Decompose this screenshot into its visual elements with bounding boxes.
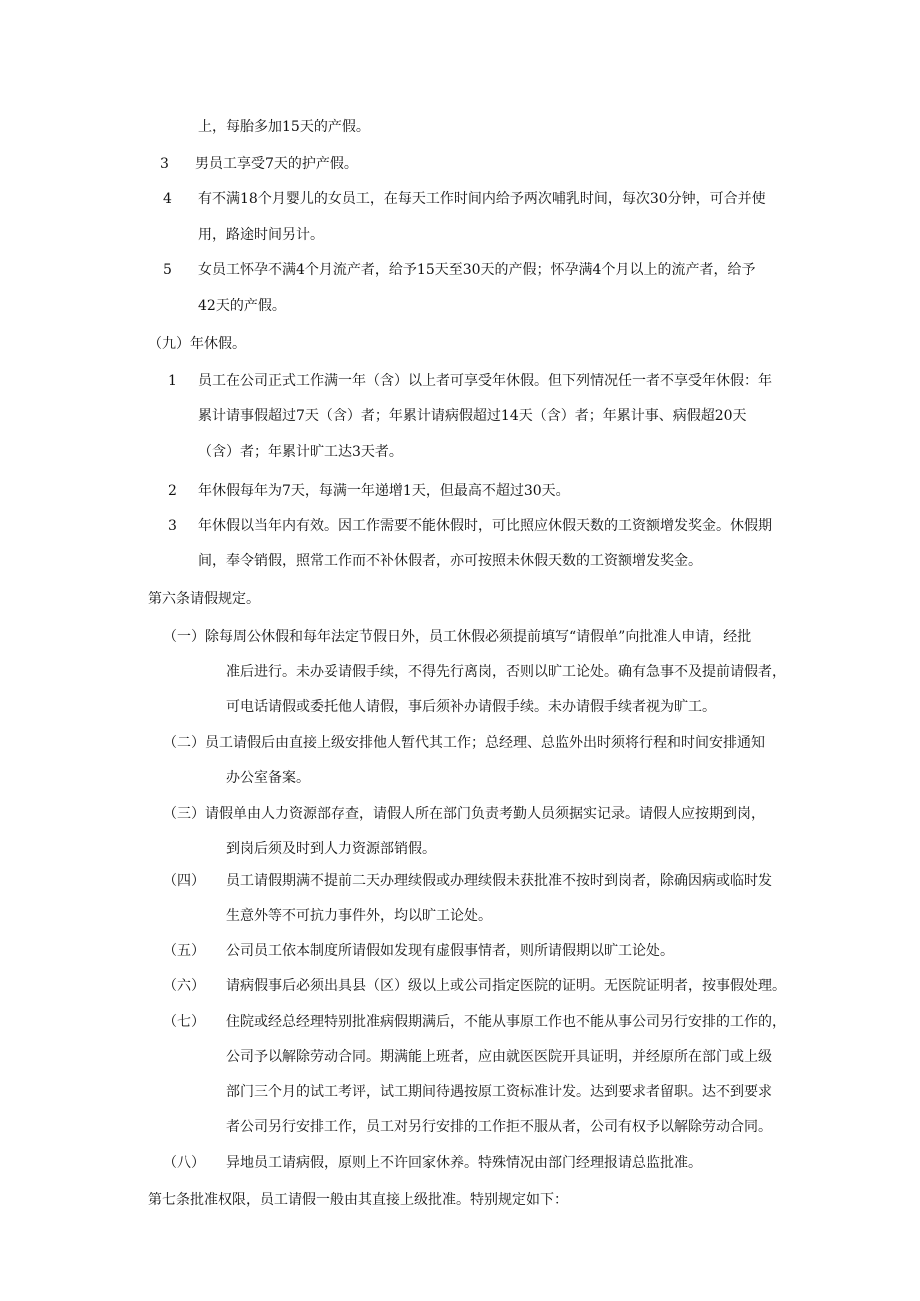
item-label: （六） — [163, 978, 205, 994]
item-number: 3 — [160, 156, 169, 172]
text-line: 住院或经总经理特别批准病假期满后，不能从事原工作也不能从事公司另行安排的工作的， — [226, 1014, 786, 1030]
text-line: 年休假每年为7天，每满一年递增1天，但最高不超过30天。 — [198, 483, 570, 499]
text-line: （三）请假单由人力资源部存查，请假人所在部门负责考勤人员须据实记录。请假人应按期到岗， — [163, 806, 765, 822]
item-label: （八） — [163, 1155, 205, 1171]
item-number: 1 — [168, 373, 177, 389]
text-line: （一）除每周公休假和每年法定节假日外，员工休假必须提前填写“请假单”向批准人申请，经批 — [163, 629, 752, 645]
text-line: 办公室备案。 — [226, 770, 310, 786]
text-line: 可电话请假或委托他人请假，事后须补办请假手续。未办请假手续者视为旷工。 — [226, 699, 716, 715]
text-line: 男员工享受7天的护产假。 — [195, 156, 358, 172]
text-line: 准后进行。未办妥请假手续，不得先行离岗，否则以旷工论处。确有急事不及提前请假者， — [226, 664, 786, 680]
text-line: （含）者；年累计旷工达3天者。 — [198, 444, 403, 460]
item-number: 5 — [163, 262, 172, 278]
text-line: 部门三个月的试工考评，试工期间待遇按原工资标准计发。达到要求者留职。达不到要求 — [226, 1084, 772, 1100]
item-number: 3 — [168, 518, 177, 534]
item-label: （五） — [163, 943, 205, 959]
text-line: 员工在公司正式工作满一年（含）以上者可享受年休假。但下列情况任一者不享受年休假：年 — [198, 373, 772, 389]
article-heading: 第六条请假规定。 — [148, 591, 260, 607]
text-line: 员工请假期满不提前二天办理续假或办理续假未获批准不按时到岗者，除确因病或临时发 — [226, 873, 772, 889]
text-line: 异地员工请病假，原则上不许回家休养。特殊情况由部门经理报请总监批准。 — [226, 1155, 702, 1171]
text-line: 累计请事假超过7天（含）者；年累计请病假超过14天（含）者；年累计事、病假超20天 — [198, 408, 747, 424]
text-line: 间，奉令销假，照常工作而不补休假者，亦可按照未休假天数的工资额增发奖金。 — [198, 553, 702, 569]
text-line: 公司员工依本制度所请假如发现有虚假事情者，则所请假期以旷工论处。 — [226, 943, 674, 959]
text-line: 生意外等不可抗力事件外，均以旷工论处。 — [226, 908, 492, 924]
text-line: 用，路途时间另计。 — [198, 227, 324, 243]
text-line: 者公司另行安排工作，员工对另行安排的工作拒不服从者，公司有权予以解除劳动合同。 — [226, 1119, 772, 1135]
item-label: （七） — [163, 1014, 205, 1030]
item-label: （四） — [163, 873, 205, 889]
text-line: 上，每胎多加15天的产假。 — [198, 119, 370, 135]
text-line: 42天的产假。 — [198, 298, 286, 314]
text-line: 女员工怀孕不满4个月流产者，给予15天至30天的产假；怀孕满4个月以上的流产者，给予 — [198, 262, 756, 278]
text-line: 请病假事后必须出具县（区）级以上或公司指定医院的证明。无医院证明者，按事假处理。 — [226, 978, 786, 994]
text-line: 年休假以当年内有效。因工作需要不能休假时，可比照应休假天数的工资额增发奖金。休假期 — [198, 518, 772, 534]
text-line: （二）员工请假后由直接上级安排他人暂代其工作；总经理、总监外出时须将行程和时间安排通知 — [163, 735, 765, 751]
text-line: 到岗后须及时到人力资源部销假。 — [226, 841, 436, 857]
article-heading: 第七条批准权限，员工请假一般由其直接上级批准。特别规定如下： — [148, 1192, 568, 1208]
text-line: 公司予以解除劳动合同。期满能上班者，应由就医医院开具证明，并经原所在部门或上级 — [226, 1049, 772, 1065]
text-line: 有不满18个月婴儿的女员工，在每天工作时间内给予两次哺乳时间，每次30分钟，可合并使 — [198, 191, 766, 207]
item-number: 4 — [163, 191, 172, 207]
item-number: 2 — [168, 483, 177, 499]
section-heading: （九）年休假。 — [148, 336, 246, 352]
